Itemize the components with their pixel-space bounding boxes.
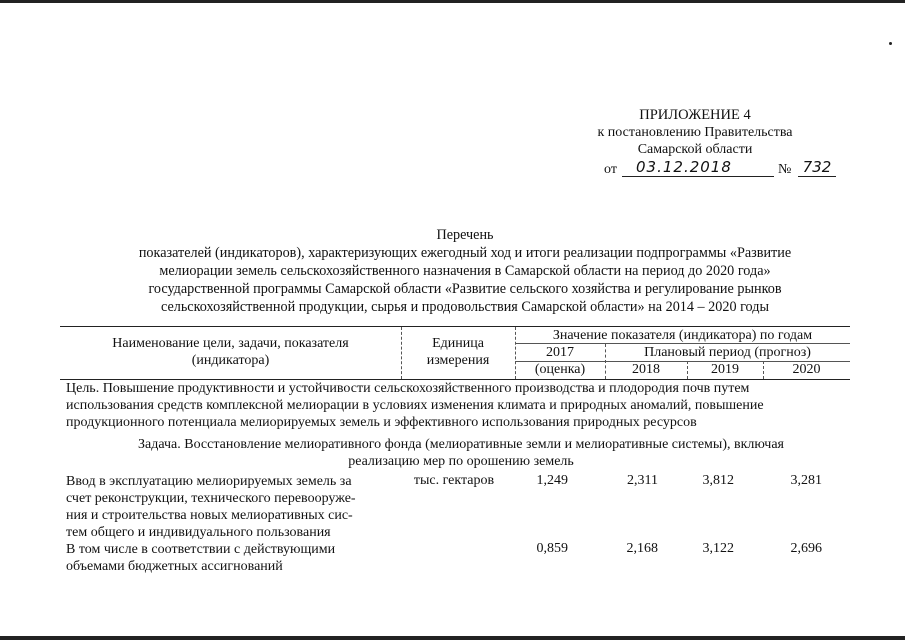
- goal-text: [66, 380, 856, 431]
- header-unit-line-2: измерения: [426, 353, 490, 368]
- heading-line-3: государственной программы Самарской области «Развитие сельского хозяйства и регулирование рынков: [148, 281, 782, 297]
- header-name-line-1: Наименование цели, задачи, показателя: [112, 336, 349, 351]
- header-name-line-2: (индикатора): [191, 353, 270, 368]
- row-indicator-name: [66, 541, 396, 575]
- appendix-title: ПРИЛОЖЕНИЕ 4: [639, 107, 751, 123]
- row-value-2017: 1,249: [536, 473, 568, 488]
- appendix-line-2: Самарской области: [637, 142, 753, 157]
- row-value-2017: 0,859: [536, 541, 568, 556]
- row-name-line: В том числе в соответствии с действующими: [66, 542, 336, 557]
- appendix-block: [560, 107, 830, 179]
- appendix-signature-line: [560, 159, 830, 179]
- header-planned-period: Плановый период (прогноз): [644, 345, 811, 360]
- appendix-line-1: к постановлению Правительства: [597, 125, 793, 140]
- row-name-line: счет реконструкции, технического перевооруже-: [66, 491, 356, 506]
- heading-line-2: мелиорации земель сельскохозяйственного назначения в Самарской области на период до 2020 года»: [159, 263, 771, 279]
- date-prefix: от: [604, 162, 617, 177]
- row-unit: тыс. гектаров: [413, 473, 495, 488]
- document-heading: [60, 226, 870, 316]
- header-year-2018: 2018: [632, 362, 660, 377]
- heading-line-4: сельскохозяйственной продукции, сырья и продовольствия Самарской области» на 2014 – 2020 годы: [160, 299, 769, 315]
- row-value-2019: 3,122: [702, 541, 734, 556]
- header-unit-column: [401, 335, 515, 369]
- scan-border-top: [0, 0, 905, 3]
- header-estimate: (оценка): [534, 362, 586, 377]
- handwritten-number: 732: [798, 159, 836, 177]
- scan-speck: [889, 42, 892, 45]
- task-text: [66, 436, 856, 470]
- number-sign: №: [778, 162, 792, 177]
- row-value-2019: 3,812: [702, 473, 734, 488]
- row-indicator-name: [66, 473, 396, 541]
- row-name-line: Ввод в эксплуатацию мелиорируемых земель за: [66, 474, 352, 489]
- header-year-2020: 2020: [792, 362, 821, 377]
- scan-border-bottom: [0, 636, 905, 640]
- table-header: [60, 326, 850, 380]
- row-value-2020: 3,281: [790, 473, 822, 488]
- task-line-1: Задача. Восстановление мелиоративного фонда (мелиоративные земли и мелиоративные системы), включая: [137, 437, 784, 452]
- task-line-2: реализацию мер по орошению земель: [348, 454, 574, 469]
- row-value-2020: 2,696: [790, 541, 822, 556]
- heading-title: Перечень: [436, 227, 494, 243]
- header-unit-line-1: Единица: [432, 336, 484, 351]
- goal-line-3: продукционного потенциала мелиорируемых земель и эффективного использования природных ресурсов: [66, 415, 697, 430]
- row-value-2018: 2,168: [626, 541, 658, 556]
- row-name-line: ния и строительства новых мелиоративных сис-: [66, 508, 353, 523]
- goal-line-2: использования средств комплексной мелиорации в условиях изменения климата и природных аномалий, повышение: [66, 398, 764, 413]
- goal-line-1: Цель. Повышение продуктивности и устойчивости сельскохозяйственного производства и плодородия почв путем: [66, 381, 750, 396]
- heading-line-1: показателей (индикаторов), характеризующих ежегодный ход и итоги реализации подпрограммы «Развитие: [138, 245, 792, 261]
- handwritten-date: 03.12.2018: [622, 159, 774, 177]
- header-values-group: Значение показателя (индикатора) по годам: [552, 328, 813, 343]
- row-value-2018: 2,311: [627, 473, 658, 488]
- header-year-2017: 2017: [546, 345, 574, 360]
- row-name-line: тем общего и индивидуального пользования: [66, 525, 331, 540]
- row-name-line: объемами бюджетных ассигнований: [66, 559, 283, 574]
- header-name-column: [60, 335, 401, 369]
- header-year-2019: 2019: [711, 362, 739, 377]
